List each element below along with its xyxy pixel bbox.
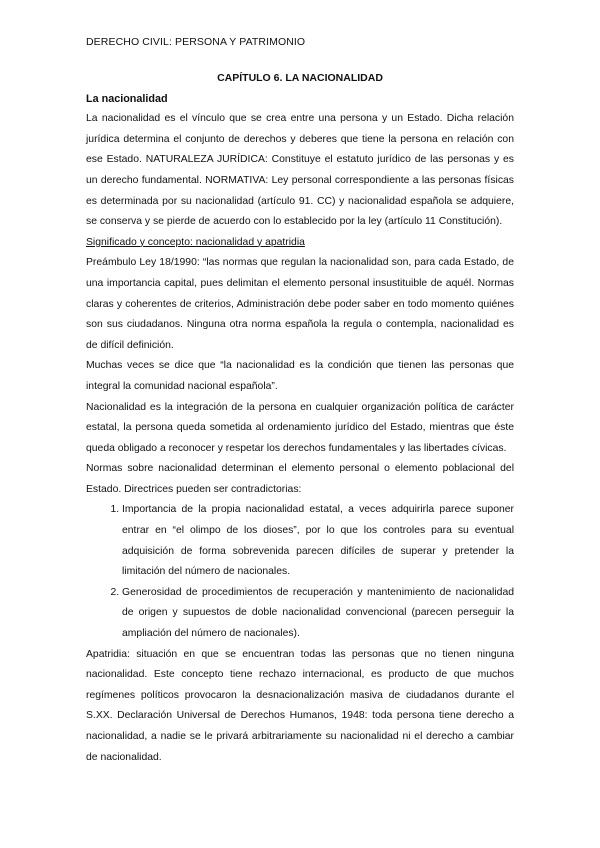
directrices-list <box>86 500 514 644</box>
document-body <box>86 68 514 768</box>
section-heading: La nacionalidad <box>86 92 168 105</box>
paragraph-integracion: Nacionalidad es la integración de la persona en cualquier organización política de carácter estatal, la persona queda sometida al ordenamiento jurídico del Estado, mientras que éste queda obligado a reconocer y respetar los derechos fundamentales y las libertades cívicas. <box>86 401 514 454</box>
subheading-significado: Significado y concepto: nacionalidad y apatridia <box>86 236 305 248</box>
paragraph-directrices: Normas sobre nacionalidad determinan el elemento personal o elemento poblacional del Estado. Directrices pueden ser contradictorias: <box>86 463 514 495</box>
running-header: DERECHO CIVIL: PERSONA Y PATRIMONIO <box>86 36 306 48</box>
paragraph-apatridia: Apatridia: situación en que se encuentran todas las personas que no tienen ninguna nacionalidad. Este concepto tiene rechazo internacional, es producto de que muchos regímenes políticos provocaron la desnacionalización masiva de ciudadanos durante el S.XX. Declaración Universal de Derechos Humanos, 1948: toda persona tiene derecho a nacionalidad, a nadie se le privará arbitrariamente su nacionalidad ni el derecho a cambiar de nacionalidad. <box>86 648 514 763</box>
paragraph-definition: La nacionalidad es el vínculo que se crea entre una persona y un Estado. Dicha relación jurídica determina el conjunto de derechos y deberes que tiene la persona en relación con ese Estado. NATURALEZA JURÍDICA: Constituye el estatuto jurídico de las personas y es un derecho fundamental. NORMATIVA: Ley personal correspondiente a las personas físicas es determinada por su nacionalidad (artículo 91. CC) y nacionalidad española se adquiere, se conserva y se pierde de acuerdo con lo establecido por la ley (artículo 11 Constitución). <box>86 113 514 228</box>
chapter-title: CAPÍTULO 6. LA NACIONALIDAD <box>217 72 383 84</box>
list-item: 1. Importancia de la propia nacionalidad estatal, a veces adquirirla parece suponer entrar en “el olimpo de los dioses”, por lo que los controles para su eventual adquisición de forma sobrevenida parecen difíciles de superar y pretender la limitación del número de nacionales. <box>122 500 514 582</box>
paragraph-condicion: Muchas veces se dice que “la nacionalidad es la condición que tienen las personas que integral la comunidad nacional española”. <box>86 360 514 392</box>
paragraph-preambulo: Preámbulo Ley 18/1990: “las normas que regulan la nacionalidad son, para cada Estado, de una importancia capital, pues delimitan el elemento personal insustituible de aquél. Normas claras y coherentes de criterios, Administración debe poder saber en todo momento quiénes son sus ciudadanos. Ninguna otra norma española la regula o contempla, nacionalidad es de difícil definición. <box>86 257 514 351</box>
list-item: 2. Generosidad de procedimientos de recuperación y mantenimiento de nacionalidad de origen y supuestos de doble nacionalidad convencional (parecen perseguir la ampliación del número de nacionales). <box>122 583 514 645</box>
